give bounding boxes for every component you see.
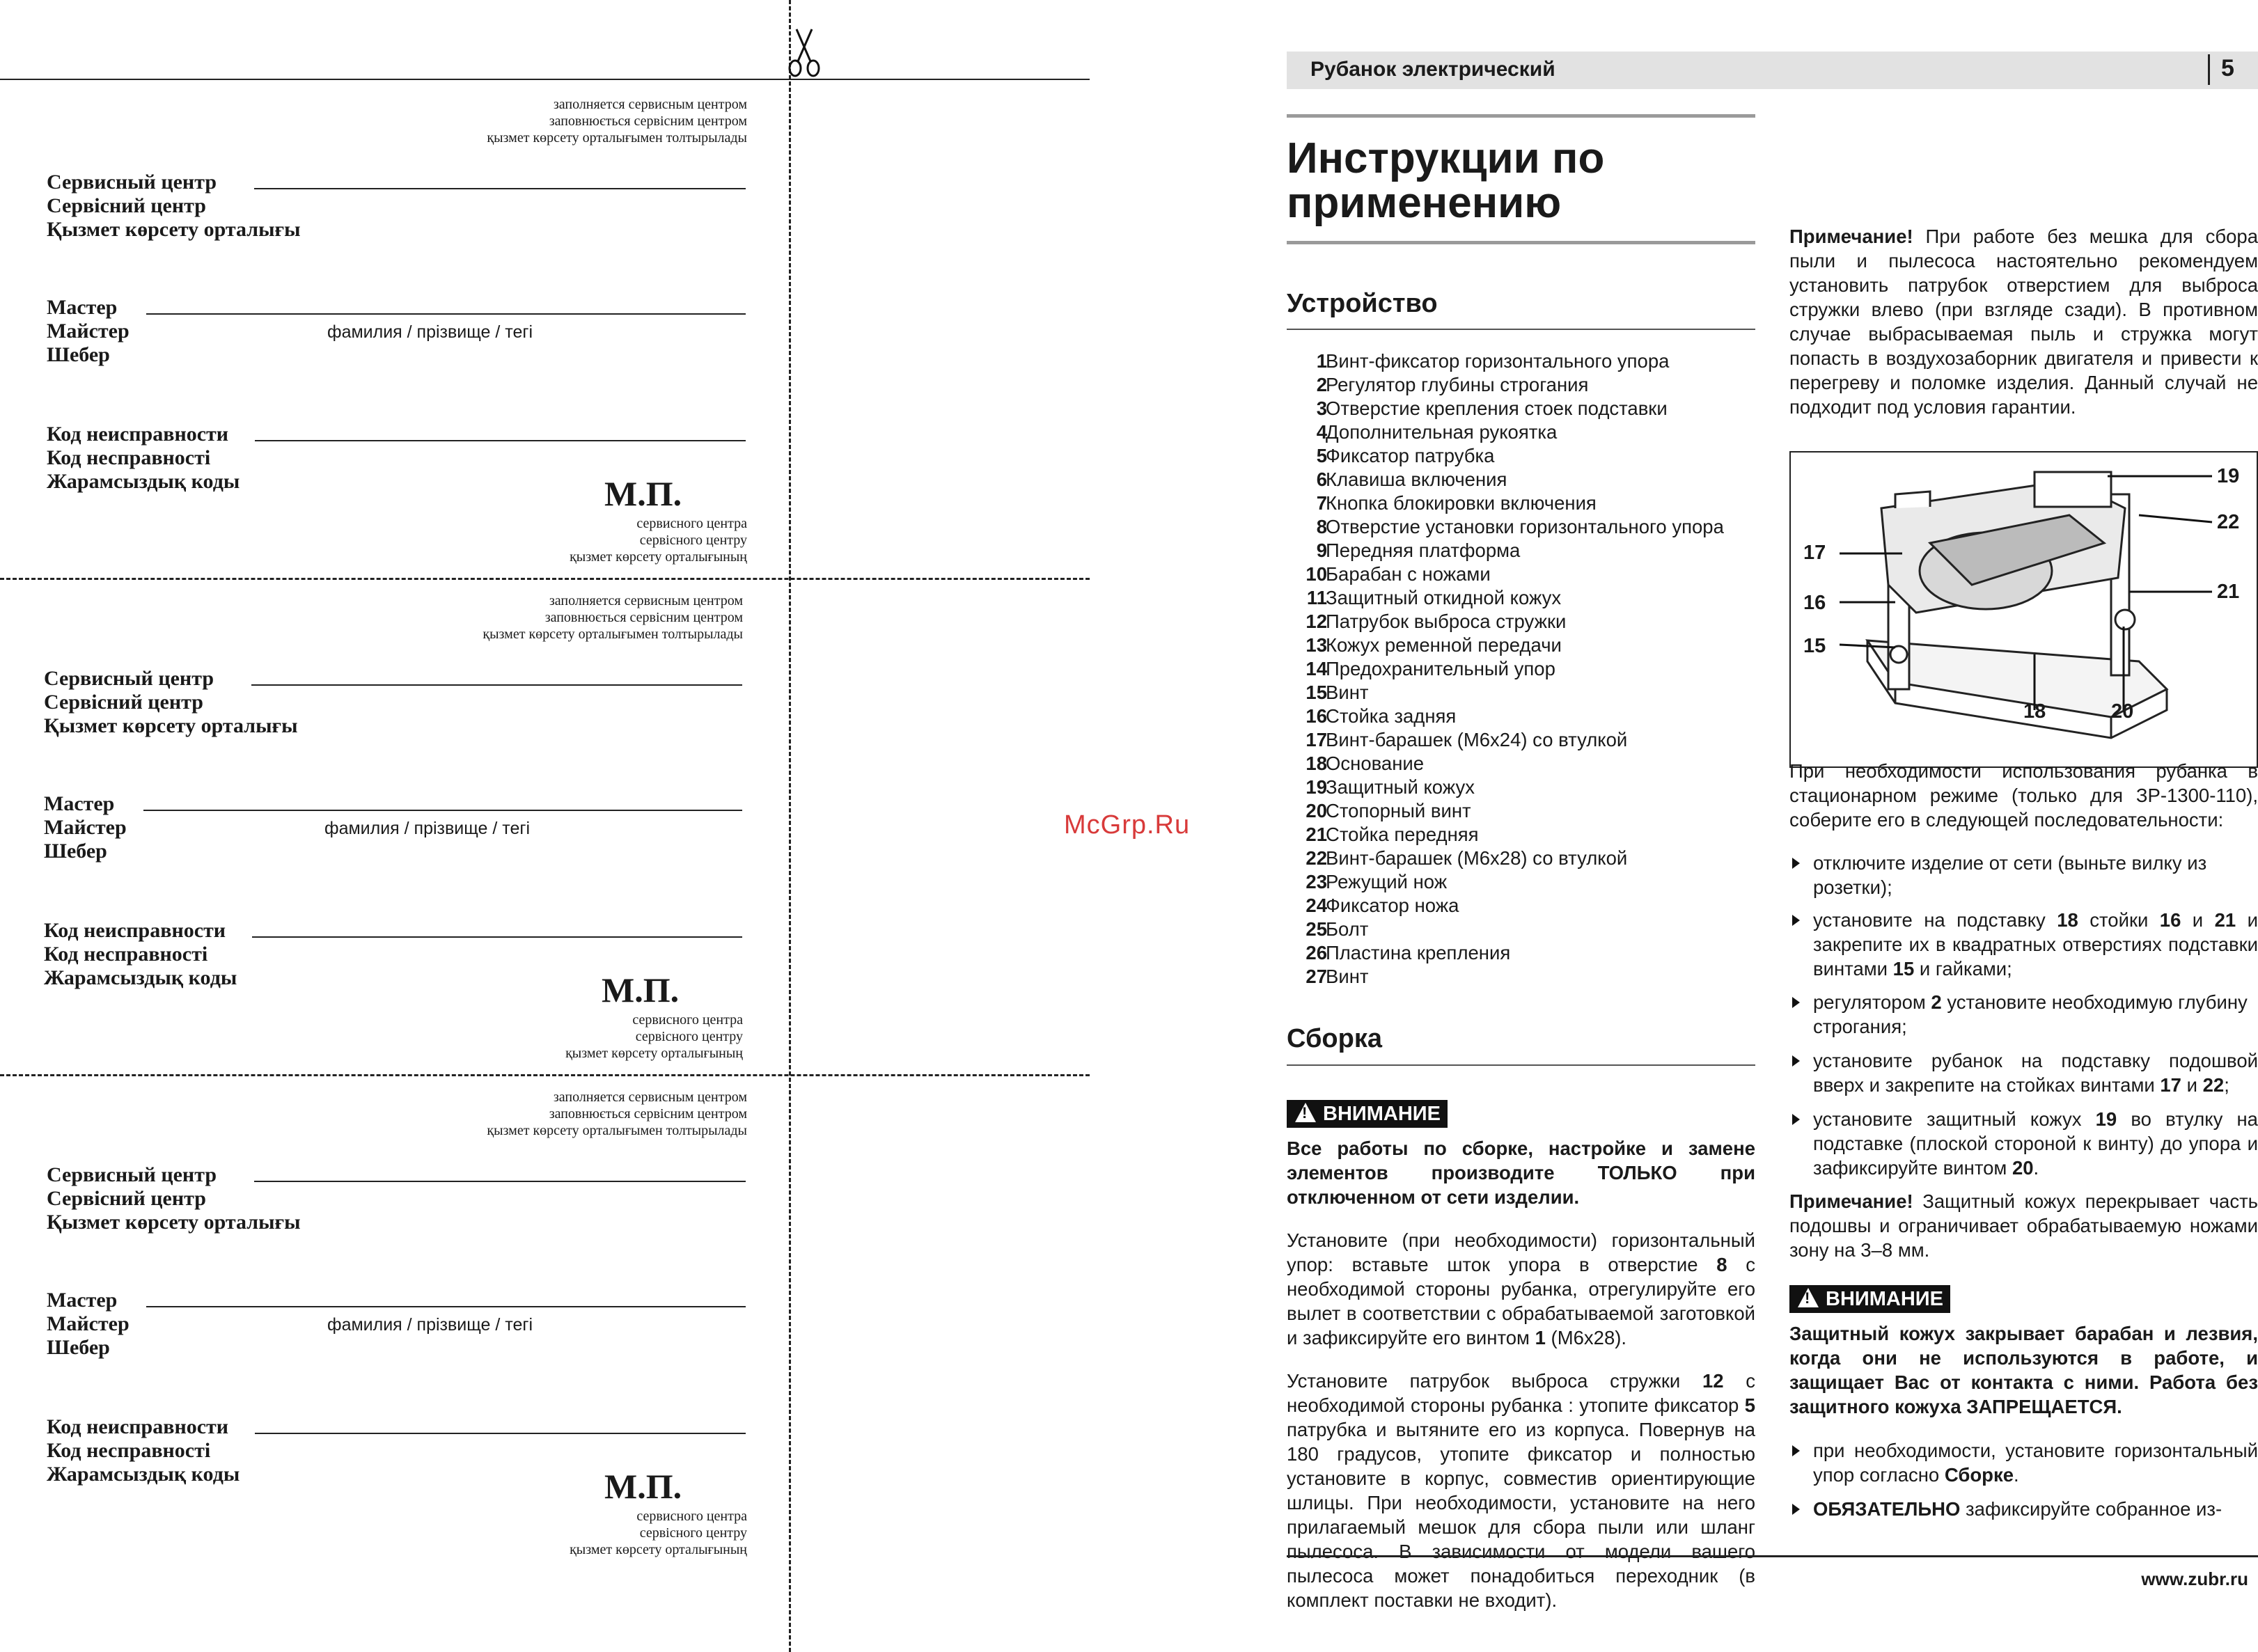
service-center-label: Сервисный центр Сервісний центр Қызмет көрсету орталығы	[47, 171, 301, 241]
paragraph-note2: Примечание! Защитный кожух перекрывает часть подошвы и ограничивает обрабатываемую ножами зону на 3–8 мм.	[1789, 1190, 2258, 1261]
part-name: Стойка задняя	[1326, 705, 1457, 727]
parts-list-item	[1287, 468, 1507, 491]
master-label: Мастер Майстер Шебер	[47, 296, 130, 366]
watermark: McGrp.Ru	[1064, 810, 1191, 840]
warranty-coupon	[0, 1083, 789, 1580]
part-name: Кнопка блокировки включения	[1326, 492, 1597, 514]
part-number: 25	[1306, 918, 1327, 940]
vertical-cut-line	[789, 0, 791, 1652]
part-number: 15	[1306, 682, 1327, 703]
step-item: ОБЯЗАТЕЛЬНО зафиксируйте собранное из-	[1789, 1497, 2258, 1521]
parts-list-item	[1287, 515, 1724, 539]
service-center-line[interactable]	[251, 684, 742, 686]
parts-list-item	[1287, 634, 1562, 657]
part-name: Стойка передняя	[1326, 824, 1479, 845]
footer-url[interactable]: www.zubr.ru	[2141, 1568, 2248, 1589]
parts-list-item	[1287, 918, 1369, 941]
part-name: Отверстие крепления стоек подставки	[1326, 398, 1668, 419]
part-name: Винт	[1326, 682, 1369, 703]
part-name: Регулятор глубины строгания	[1326, 374, 1589, 395]
top-rule	[0, 79, 1090, 80]
fio-caption: фамилия / прізвище / тегі	[327, 1315, 533, 1335]
warning-badge: !ВНИМАНИЕ	[1287, 1100, 1448, 1128]
service-center-line[interactable]	[254, 1181, 746, 1182]
figure-label: 16	[1803, 592, 1826, 614]
part-name: Отверстие установки горизонтального упора	[1326, 516, 1724, 537]
figure-label: 15	[1803, 635, 1826, 657]
part-number: 14	[1306, 658, 1327, 679]
part-number: 17	[1306, 729, 1327, 750]
step-item: отключите изделие от сети (выньте вилку из розетки);	[1789, 851, 2258, 899]
part-name: Болт	[1326, 918, 1369, 940]
stamp-mark: М.П.	[602, 970, 680, 1009]
part-name: Фиксатор патрубка	[1326, 445, 1495, 466]
parts-list-item	[1287, 420, 1558, 444]
parts-list-item	[1287, 965, 1369, 989]
parts-list-item	[1287, 894, 1459, 918]
part-number: 22	[1306, 847, 1327, 869]
part-number: 2	[1316, 374, 1327, 395]
part-number: 6	[1316, 469, 1327, 490]
section-rule	[1287, 1064, 1755, 1066]
part-name: Защитный откидной кожух	[1326, 587, 1562, 608]
master-line[interactable]	[146, 313, 746, 315]
part-number: 24	[1306, 895, 1327, 916]
part-name: Основание	[1326, 753, 1425, 774]
fill-note: заполняется сервисным центром заповнюється сервісним центром қызмет көрсету орталығымен толтырылады	[483, 593, 743, 642]
fault-code-line[interactable]	[252, 936, 742, 938]
parts-list-item	[1287, 586, 1562, 610]
service-center-label: Сервисный центр Сервісний центр Қызмет көрсету орталығы	[44, 667, 298, 737]
parts-list-item	[1287, 941, 1511, 965]
part-number: 27	[1306, 966, 1327, 987]
step-item: регулятором 2 установите необходимую глубину строгания;	[1789, 990, 2258, 1039]
part-name: Стопорный винт	[1326, 800, 1471, 821]
figure-label: 21	[2217, 581, 2240, 603]
parts-list-item	[1287, 373, 1589, 397]
parts-list-item	[1287, 705, 1457, 728]
figure-label: 20	[2111, 700, 2134, 723]
fault-code-line[interactable]	[255, 440, 746, 441]
paragraph-stationary: При необходимости использования рубанка в стационарном режиме (только для ЗР-1300-110), соберите его в следующей последовательности:	[1789, 760, 2258, 831]
part-number: 16	[1306, 705, 1327, 727]
part-number: 8	[1316, 516, 1327, 537]
part-number: 9	[1316, 540, 1327, 561]
part-name: Винт	[1326, 966, 1369, 987]
service-center-line[interactable]	[254, 188, 746, 189]
master-line[interactable]	[146, 1306, 746, 1307]
paragraph-note1: Примечание! При работе без мешка для сбора пыли и пылесоса настоятельно рекомендуем установить патрубок отверстием для выброса стружки влево (при взгляде сзади). В противном случае выбрасываемая пыль и стружка могут попасть в воздухозаборник двигателя и привести к перегреву и поломке изделия. Данный случай не подходит под условия гарантии.	[1789, 226, 2258, 418]
page-number: 5	[2221, 55, 2234, 81]
warranty-coupon	[0, 91, 789, 588]
parts-list-item	[1287, 539, 1521, 563]
part-number: 7	[1316, 492, 1327, 514]
parts-list-item	[1287, 349, 1670, 373]
master-line[interactable]	[143, 810, 742, 811]
part-name: Винт-фиксатор горизонтального упора	[1326, 350, 1670, 372]
paragraph-upor: Установите (при необходимости) горизонтальный упор: вставьте шток упора в отверстие 8 с необходимой стороны рубанка, отрегулируйте его вылет в соответствии с обрабатываемой заготовкой и зафиксируйте его винтом 1 (М6х28).	[1287, 1229, 1755, 1348]
fault-code-label: Код неисправности Код несправності Жарамсыздық коды	[44, 919, 237, 989]
service-center-label: Сервисный центр Сервісний центр Қызмет көрсету орталығы	[47, 1163, 301, 1234]
section-rule	[1287, 329, 1755, 330]
part-name: Защитный кожух	[1326, 776, 1475, 798]
parts-list-item	[1287, 657, 1555, 681]
parts-list-item	[1287, 870, 1448, 894]
part-name: Кожух ременной передачи	[1326, 634, 1562, 656]
part-number: 5	[1316, 445, 1327, 466]
parts-list	[1287, 349, 1724, 989]
part-number: 10	[1306, 563, 1327, 585]
part-name: Дополнительная рукоятка	[1326, 421, 1558, 443]
parts-list-item	[1287, 847, 1628, 870]
master-label: Мастер Майстер Шебер	[44, 792, 127, 863]
stamp-mark: М.П.	[604, 1467, 682, 1506]
part-name: Предохранительный упор	[1326, 658, 1555, 679]
fault-code-label: Код неисправности Код несправності Жарамсыздық коды	[47, 1415, 240, 1486]
fault-code-line[interactable]	[255, 1433, 746, 1434]
page-title: Инструкции по применению	[1287, 134, 1605, 227]
part-name: Режущий нож	[1326, 871, 1448, 892]
figure-label: 19	[2217, 465, 2240, 487]
title-rule	[1287, 241, 1755, 244]
part-name: Клавиша включения	[1326, 469, 1507, 490]
step-item: установите на подставку 18 стойки 16 и 21 и закрепите их в квадратных отверстиях подставки винтами 15 и гайками;	[1789, 908, 2258, 981]
part-name: Барабан с ножами	[1326, 563, 1491, 585]
part-name: Передняя платформа	[1326, 540, 1521, 561]
part-name: Винт-барашек (М6х28) со втулкой	[1326, 847, 1628, 869]
parts-list-item	[1287, 444, 1495, 468]
parts-list-item	[1287, 610, 1567, 634]
part-number: 11	[1306, 587, 1327, 608]
part-name: Патрубок выброса стружки	[1326, 611, 1567, 632]
part-number: 3	[1316, 398, 1327, 419]
stamp-mark: М.П.	[604, 474, 682, 513]
fio-caption: фамилия / прізвище / тегі	[324, 819, 531, 838]
header-divider	[2208, 54, 2210, 85]
assembly-heading: Сборка	[1287, 1024, 1382, 1053]
parts-list-item	[1287, 563, 1491, 586]
figure-label: 17	[1803, 542, 1826, 564]
parts-list-item	[1287, 397, 1668, 420]
parts-list-item	[1287, 776, 1475, 799]
part-number: 26	[1306, 942, 1327, 963]
stand-figure	[1789, 451, 2258, 768]
warranty-coupon	[0, 587, 789, 1084]
step-item: установите защитный кожух 19 во втулку на подставке (плоской стороной к винту) до упора и зафиксируйте винтом 20.	[1789, 1107, 2258, 1180]
part-number: 13	[1306, 634, 1327, 656]
part-number: 21	[1306, 824, 1327, 845]
parts-list-item	[1287, 681, 1369, 705]
step-item: установите рубанок на подставку подошвой вверх и закрепите на стойках винтами 17 и 22;	[1789, 1048, 2258, 1097]
part-number: 1	[1316, 350, 1327, 372]
title-rule	[1287, 114, 1755, 118]
fill-note: заполняется сервисным центром заповнюється сервісним центром қызмет көрсету орталығымен толтырылады	[487, 1089, 747, 1138]
part-number: 4	[1316, 421, 1327, 443]
warning-badge: !ВНИМАНИЕ	[1789, 1285, 1950, 1313]
device-heading: Устройство	[1287, 289, 1438, 318]
step-item: при необходимости, установите горизонтальный упор согласно Сборке.	[1789, 1438, 2258, 1487]
part-number: 12	[1306, 611, 1327, 632]
parts-list-item	[1287, 823, 1479, 847]
part-name: Фиксатор ножа	[1326, 895, 1459, 916]
parts-list-item	[1287, 799, 1471, 823]
fio-caption: фамилия / прізвище / тегі	[327, 322, 533, 342]
figure-label: 22	[2217, 511, 2240, 533]
warning-text: Все работы по сборке, настройке и замене элементов производите ТОЛЬКО при отключенном от сети изделии.	[1287, 1138, 1755, 1208]
stamp-note: сервисного центра сервісного центру қызмет көрсету орталығының	[570, 516, 747, 565]
part-number: 19	[1306, 776, 1327, 798]
parts-list-item	[1287, 728, 1628, 752]
footer-rule	[1287, 1555, 2258, 1557]
scissors-icon	[785, 25, 824, 81]
stamp-note: сервисного центра сервісного центру қызмет көрсету орталығының	[570, 1509, 747, 1557]
figure-label: 18	[2023, 700, 2046, 723]
warning-icon	[1798, 1288, 1819, 1307]
master-label: Мастер Майстер Шебер	[47, 1289, 130, 1359]
part-number: 23	[1306, 871, 1327, 892]
part-name: Пластина крепления	[1326, 942, 1511, 963]
warning-icon	[1295, 1103, 1316, 1122]
part-number: 18	[1306, 753, 1327, 774]
part-name: Винт-барашек (М6х24) со втулкой	[1326, 729, 1628, 750]
header-title: Рубанок электрический	[1310, 58, 1555, 81]
parts-list-item	[1287, 752, 1425, 776]
paragraph-patrubok: Установите патрубок выброса стружки 12 с необходимой стороны рубанка : утопите фиксатор 5 патрубка и вытяните его из корпуса. Повернув на 180 градусов, утопите фиксатор и полностью установите в корпус, совместив ориентирующие шлицы. При необходимости, установите на него прилагаемый мешок для сбора пыли или шланг пылесоса. В зависимости от модели вашего пылесоса может понадобиться переходник (в комплект поставки не входит).	[1287, 1370, 1755, 1611]
part-number: 20	[1306, 800, 1327, 821]
parts-list-item	[1287, 491, 1597, 515]
stamp-note: сервисного центра сервісного центру қызмет көрсету орталығының	[565, 1012, 743, 1061]
warning-text: Защитный кожух закрывает барабан и лезвия, когда они не используются в работе, и защищает Вас от контакта с ними. Работа без защитного кожуха ЗАПРЕЩАЕТСЯ.	[1789, 1323, 2258, 1417]
fill-note: заполняется сервисным центром заповнюється сервісним центром қызмет көрсету орталығымен толтырылады	[487, 97, 747, 145]
fault-code-label: Код неисправности Код несправності Жарамсыздық коды	[47, 423, 240, 493]
